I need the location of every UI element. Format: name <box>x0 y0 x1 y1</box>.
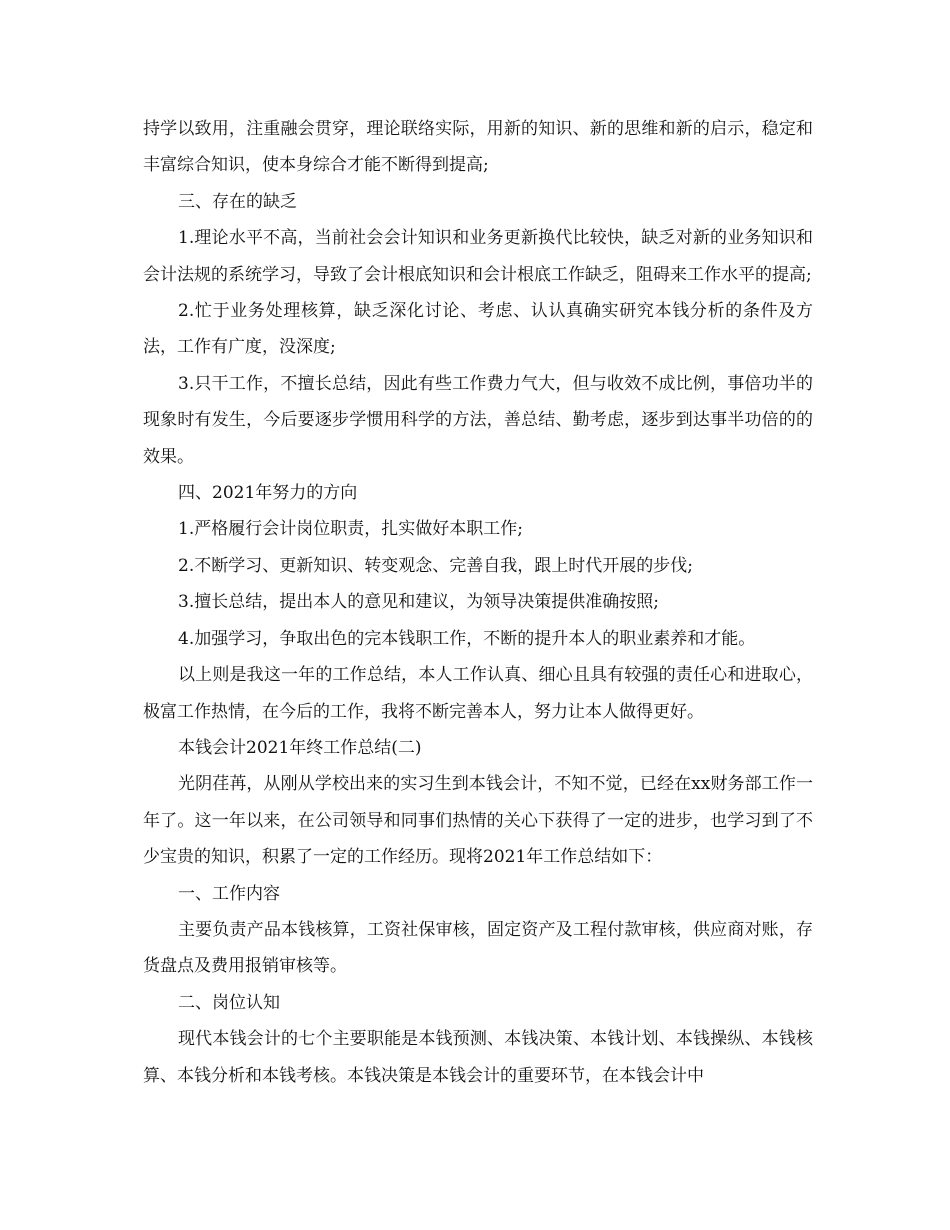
section-heading-role-awareness: 二、岗位认知 <box>178 992 280 1013</box>
section-title-part-two: 本钱会计2021年终工作总结(二) <box>178 737 422 758</box>
document-body <box>143 111 813 1094</box>
paragraph-direction-4: 4.加强学习，争取出色的完本钱职工作，不断的提升本人的职业素养和才能。 <box>178 628 756 649</box>
section-heading-work-content: 一、工作内容 <box>178 883 280 904</box>
paragraph-intro: 光阴荏苒，从刚从学校出来的实习生到本钱会计，不知不觉，已经在xx财务部工作一年了。这一年以来，在公司领导和同事们热情的关心下获得了一定的进步，也学习到了不少宝贵的知识，积累了一定的工作经历。现将2021年工作总结如下： <box>143 774 813 868</box>
paragraph-direction-3: 3.擅长总结，提出本人的意见和建议，为领导决策提供准确按照; <box>178 592 659 613</box>
paragraph-shortcoming-3: 3.只干工作，不擅长总结，因此有些工作费力气大，但与收效不成比例，事倍功半的现象时有发生，今后要逐步学惯用科学的方法，善总结、勤考虑，逐步到达事半功倍的的效果。 <box>143 373 813 467</box>
paragraph-1: 持学以致用，注重融会贯穿，理论联络实际，用新的知识、新的思维和新的启示，稳定和丰富综合知识，使本身综合才能不断得到提高; <box>143 119 813 176</box>
paragraph-role-awareness: 现代本钱会计的七个主要职能是本钱预测、本钱决策、本钱计划、本钱操纵、本钱核算、本钱分析和本钱考核。本钱决策是本钱会计的重要环节，在本钱会计中 <box>143 1029 813 1086</box>
paragraph-direction-1: 1.严格履行会计岗位职责，扎实做好本职工作; <box>178 519 523 540</box>
section-heading-shortcomings: 三、存在的缺乏 <box>178 191 297 212</box>
paragraph-shortcoming-1: 1.理论水平不高，当前社会会计知识和业务更新换代比较快，缺乏对新的业务知识和会计法规的系统学习，导致了会计根底知识和会计根底工作缺乏，阻碍来工作水平的提高; <box>143 228 813 285</box>
paragraph-work-content: 主要负责产品本钱核算，工资社保审核，固定资产及工程付款审核，供应商对账，存货盘点及费用报销审核等。 <box>143 919 813 977</box>
paragraph-direction-2: 2.不断学习、更新知识、转变观念、完善自我，跟上时代开展的步伐; <box>178 555 693 576</box>
paragraph-conclusion: 以上则是我这一年的工作总结，本人工作认真、细心且具有较强的责任心和进取心，极富工作热情，在今后的工作，我将不断完善本人，努力让本人做得更好。 <box>143 665 813 722</box>
section-heading-direction: 四、2021年努力的方向 <box>178 483 358 504</box>
paragraph-shortcoming-2: 2.忙于业务处理核算，缺乏深化讨论、考虑、认认真确实研究本钱分析的条件及方法，工作有广度，没深度; <box>143 301 813 358</box>
